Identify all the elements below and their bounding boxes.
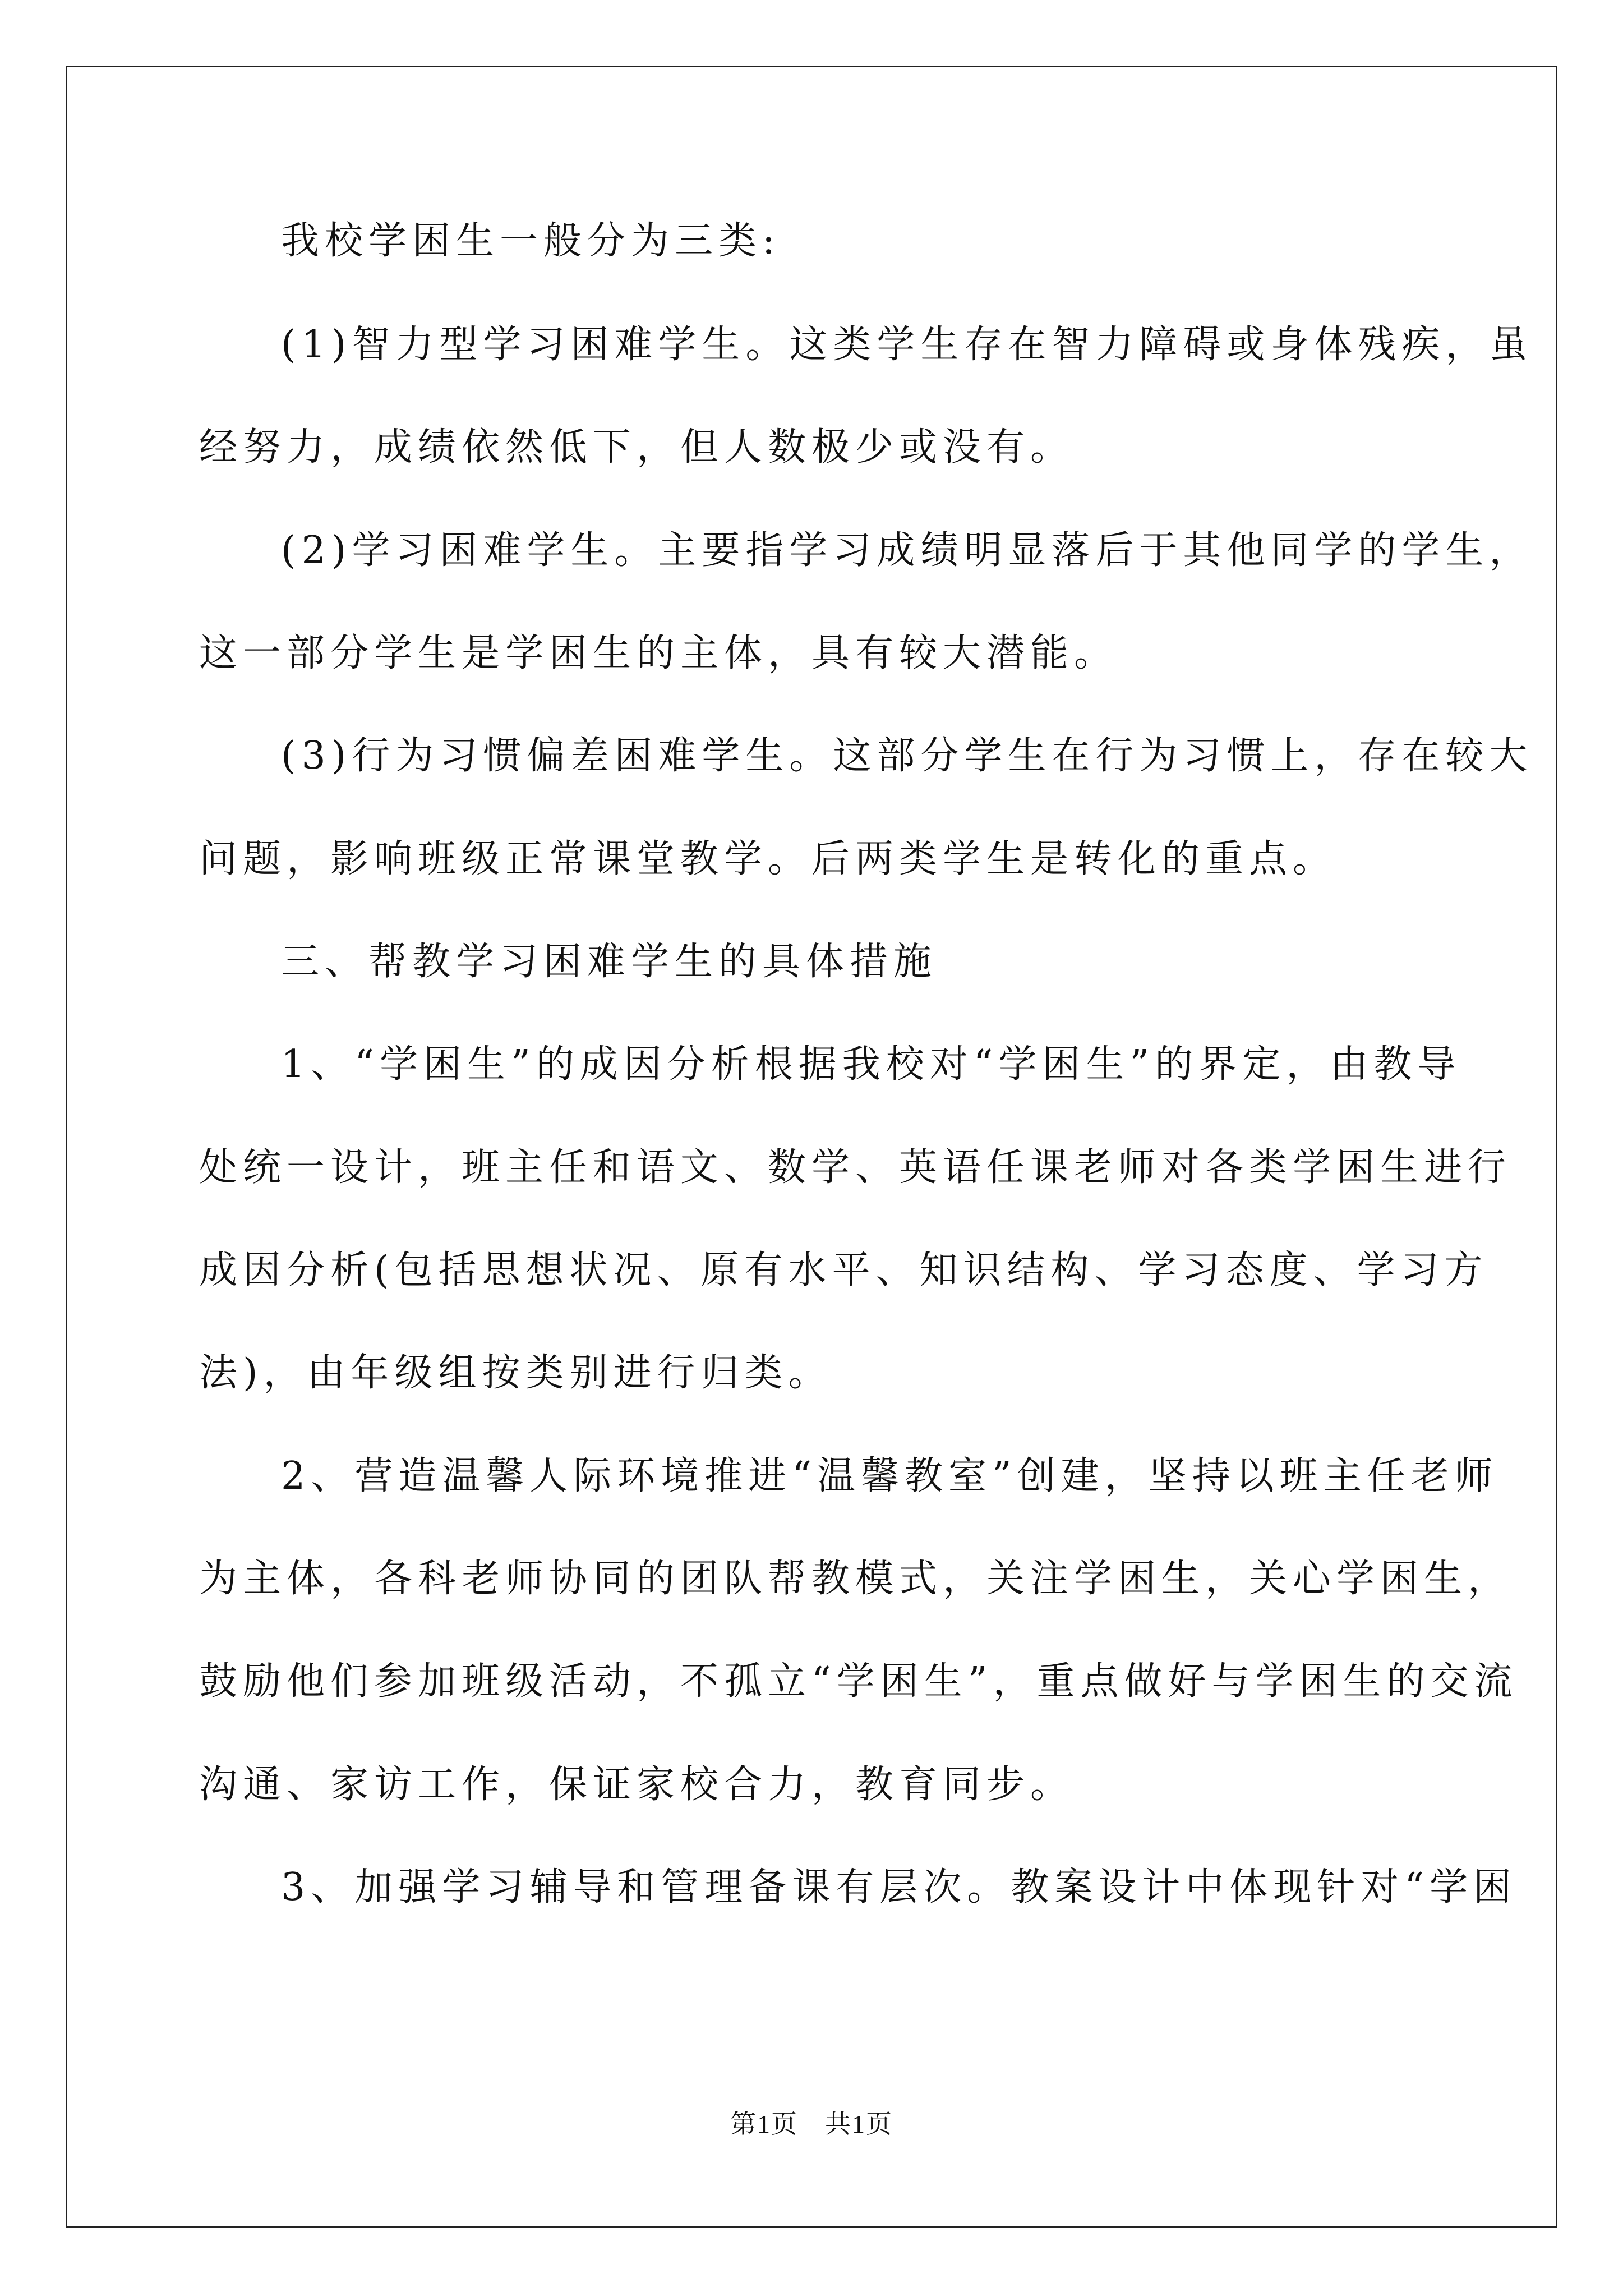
- text-line: 1、“学困生”的成因分析根据我校对“学困生”的界定，由教导: [281, 1042, 1461, 1087]
- text-line: 沟通、家访工作，保证家校合力，教育同步。: [199, 1763, 1075, 1807]
- text-line: (1)智力型学习困难学生。这类学生存在智力障碍或身体残疾，虽: [281, 323, 1533, 367]
- text-line: 成因分析(包括思想状况、原有水平、知识结构、学习态度、学习方: [199, 1248, 1488, 1292]
- text-line: 法)，由年级组按类别进行归类。: [199, 1351, 832, 1395]
- text-line: 这一部分学生是学困生的主体，具有较大潜能。: [199, 631, 1118, 675]
- text-line: 2、营造温馨人际环境推进“温馨教室”创建，坚持以班主任老师: [281, 1454, 1498, 1498]
- text-line: 3、加强学习辅导和管理备课有层次。教案设计中体现针对“学困: [281, 1865, 1518, 1910]
- section-heading: 三、帮教学习困难学生的具体措施: [281, 940, 938, 984]
- text-line: 我校学困生一般分为三类:: [281, 219, 781, 263]
- text-line: (2)学习困难学生。主要指学习成绩明显落后于其他同学的学生，: [281, 528, 1533, 573]
- page-footer: 第1页 共1页: [730, 2110, 893, 2138]
- text-line: 处统一设计，班主任和语文、数学、英语任课老师对各类学困生进行: [199, 1145, 1512, 1190]
- text-line: 鼓励他们参加班级活动，不孤立“学困生”，重点做好与学困生的交流: [199, 1659, 1518, 1704]
- text-line: (3)行为习惯偏差困难学生。这部分学生在行为习惯上，存在较大: [281, 734, 1533, 778]
- text-line: 经努力，成绩依然低下，但人数极少或没有。: [199, 425, 1075, 470]
- text-line: 问题，影响班级正常课堂教学。后两类学生是转化的重点。: [199, 837, 1337, 881]
- text-line: 为主体，各科老师协同的团队帮教模式，关注学困生，关心学困生，: [199, 1557, 1512, 1601]
